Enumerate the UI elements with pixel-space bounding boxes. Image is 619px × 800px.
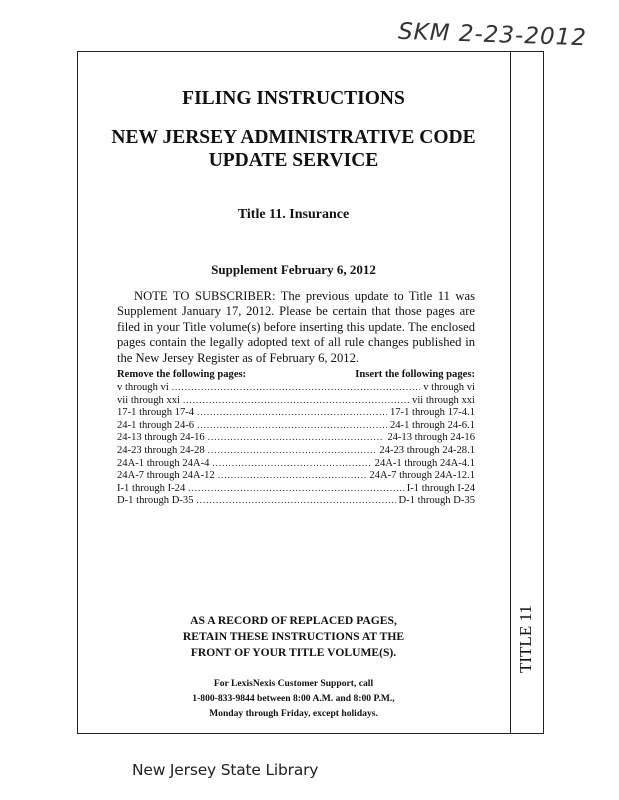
table-row bbox=[117, 494, 475, 507]
leader-dots bbox=[197, 406, 387, 419]
table-row bbox=[117, 444, 475, 457]
insert-range: I-1 through I-24 bbox=[406, 482, 475, 494]
insert-range: 24A-1 through 24A-4.1 bbox=[374, 457, 475, 469]
handwritten-note: SKM 2-23-2012 bbox=[397, 18, 588, 52]
subscriber-note bbox=[117, 289, 475, 366]
remove-range: vii through xxi bbox=[117, 394, 180, 406]
table-row bbox=[117, 457, 475, 470]
title-label: Title 11. Insurance bbox=[237, 207, 350, 222]
record-notice bbox=[77, 613, 510, 661]
heading-update-service: UPDATE SERVICE bbox=[208, 150, 379, 171]
supplement-label: Supplement February 6, 2012 bbox=[211, 262, 376, 277]
insert-range: D-1 through D-35 bbox=[398, 495, 475, 507]
leader-dots bbox=[183, 394, 409, 407]
library-stamp: New Jersey State Library bbox=[132, 761, 319, 779]
insert-header: Insert the following pages: bbox=[355, 369, 475, 380]
table-row bbox=[117, 381, 475, 394]
record-notice-line: AS A RECORD OF REPLACED PAGES, bbox=[190, 614, 397, 627]
remove-range: 24-1 through 24-6 bbox=[117, 419, 195, 431]
insert-range: 17-1 through 17-4.1 bbox=[389, 407, 475, 419]
insert-range: v through vi bbox=[423, 382, 475, 393]
record-notice-line: FRONT OF YOUR TITLE VOLUME(S). bbox=[190, 646, 397, 659]
leader-dots bbox=[197, 494, 396, 507]
leader-dots bbox=[188, 482, 403, 495]
remove-range: D-1 through D-35 bbox=[117, 495, 194, 507]
leader-dots bbox=[208, 431, 385, 444]
support-info bbox=[77, 676, 510, 721]
insert-range: 24-23 through 24-28.1 bbox=[379, 444, 475, 456]
subscriber-note-text: NOTE TO SUBSCRIBER: The previous update to Title 11 was Supplement January 17, 2012. Please be certain that those pages are filed in your Title volume(s) before inserting this update. The enclosed pages contain the legally adopted text of all rule changes published in the New Jersey Register as of February 6, 2012. bbox=[117, 289, 475, 365]
record-notice-line: RETAIN THESE INSTRUCTIONS AT THE bbox=[182, 630, 405, 643]
leader-dots bbox=[218, 469, 367, 482]
table-row bbox=[117, 419, 475, 432]
insert-range: vii through xxi bbox=[412, 394, 475, 406]
leader-dots bbox=[172, 381, 420, 394]
support-line: For LexisNexis Customer Support, call bbox=[213, 678, 374, 689]
remove-range: 17-1 through 17-4 bbox=[117, 407, 195, 419]
pages-table bbox=[117, 368, 475, 507]
table-row bbox=[117, 431, 475, 444]
remove-range: 24-23 through 24-28 bbox=[117, 444, 205, 456]
remove-range: I-1 through I-24 bbox=[117, 482, 186, 494]
remove-range: 24-13 through 24-16 bbox=[117, 432, 205, 444]
remove-header: Remove the following pages: bbox=[117, 369, 247, 380]
pages-table-header bbox=[117, 368, 475, 381]
table-row bbox=[117, 394, 475, 407]
support-phone: 1-800-833-9844 between 8:00 A.M. and 8:00 P.M., bbox=[192, 693, 395, 704]
tab-label: TITLE 11 bbox=[516, 605, 535, 673]
leader-dots bbox=[212, 457, 371, 470]
support-line: Monday through Friday, except holidays. bbox=[209, 708, 378, 719]
heading-code-name: NEW JERSEY ADMINISTRATIVE CODE bbox=[111, 127, 476, 148]
insert-range: 24-13 through 24-16 bbox=[387, 432, 475, 444]
remove-range: 24A-1 through 24A-4 bbox=[117, 457, 210, 469]
table-row bbox=[117, 469, 475, 482]
remove-range: v through vi bbox=[117, 382, 169, 393]
leader-dots bbox=[208, 444, 377, 457]
table-row bbox=[117, 406, 475, 419]
insert-range: 24-1 through 24-6.1 bbox=[389, 419, 475, 431]
table-row bbox=[117, 482, 475, 495]
leader-dots bbox=[197, 419, 387, 432]
insert-range: 24A-7 through 24A-12.1 bbox=[369, 470, 475, 482]
remove-range: 24A-7 through 24A-12 bbox=[117, 470, 215, 482]
heading-filing-instructions: FILING INSTRUCTIONS bbox=[182, 88, 405, 109]
